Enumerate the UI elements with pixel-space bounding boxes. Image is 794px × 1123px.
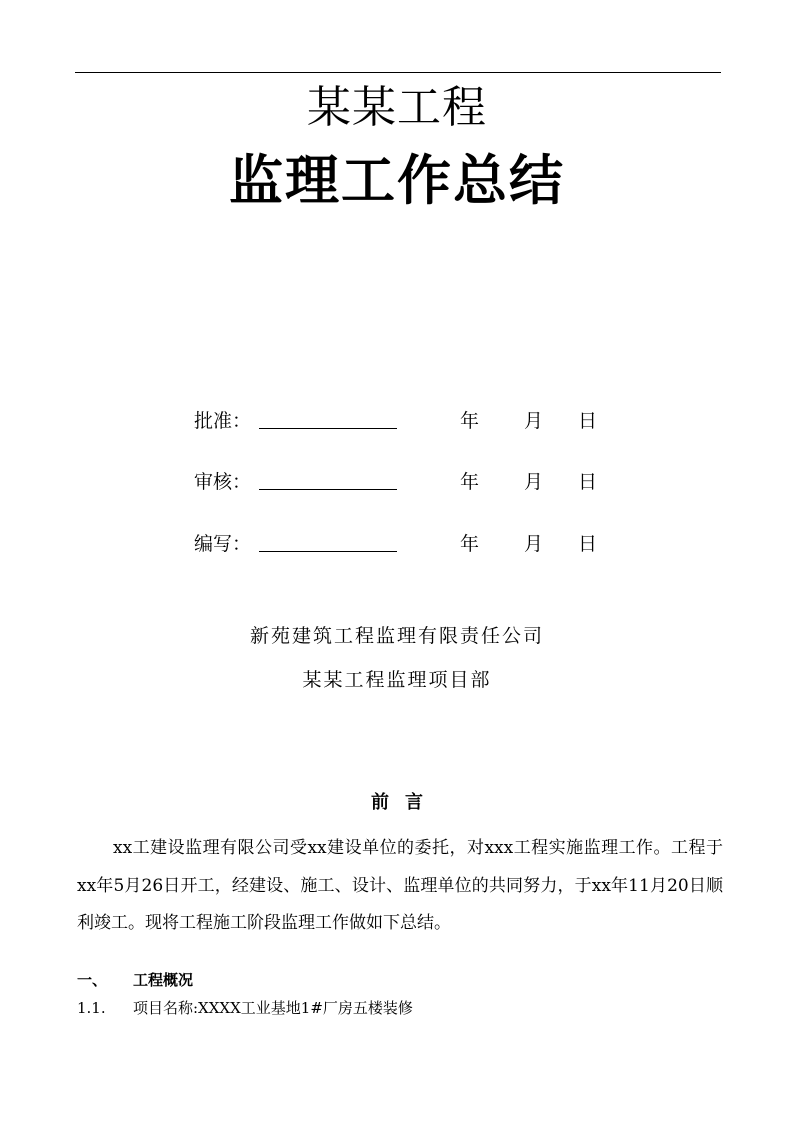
review-month-label: 月 [524, 471, 544, 493]
author-signature-blank[interactable] [259, 551, 397, 552]
approval-row [194, 407, 614, 435]
company-name: 新苑建筑工程监理有限责任公司 [249, 625, 544, 647]
review-year-label: 年 [460, 471, 480, 493]
project-title: 某某工程 [307, 82, 487, 133]
review-day-label: 日 [578, 471, 598, 493]
item-text: 项目名称:XXXX工业基地1#厂房五楼装修 [133, 999, 413, 1017]
author-year-label: 年 [460, 533, 480, 555]
review-label: 审核： [194, 471, 252, 493]
author-label: 编写： [194, 533, 252, 555]
approval-month-label: 月 [524, 410, 544, 432]
section-heading [77, 968, 477, 992]
approval-year-label: 年 [460, 410, 480, 432]
list-item [77, 996, 577, 1020]
review-signature-blank[interactable] [259, 489, 397, 490]
approval-label: 批准： [194, 410, 252, 432]
preface-paragraph: xx工建设监理有限公司受xx建设单位的委托，对xxx工程实施监理工作。工程于xx年5月26日开工，经建设、施工、设计、监理单位的共同努力，于xx年11月20日顺利竣工。现将工程施工阶段监理工作做如下总结。 [77, 838, 723, 933]
author-row [194, 530, 614, 558]
header-rule [75, 72, 721, 73]
section-number: 一、 [77, 971, 108, 989]
item-number: 1.1. [77, 999, 106, 1017]
preface-heading: 前言 [371, 792, 439, 813]
section-title: 工程概况 [133, 971, 194, 989]
project-department: 某某工程监理项目部 [302, 669, 492, 691]
author-day-label: 日 [578, 533, 598, 555]
review-row [194, 468, 614, 496]
approval-day-label: 日 [578, 410, 598, 432]
document-title: 监理工作总结 [229, 148, 565, 212]
approval-signature-blank[interactable] [259, 428, 397, 429]
author-month-label: 月 [524, 533, 544, 555]
